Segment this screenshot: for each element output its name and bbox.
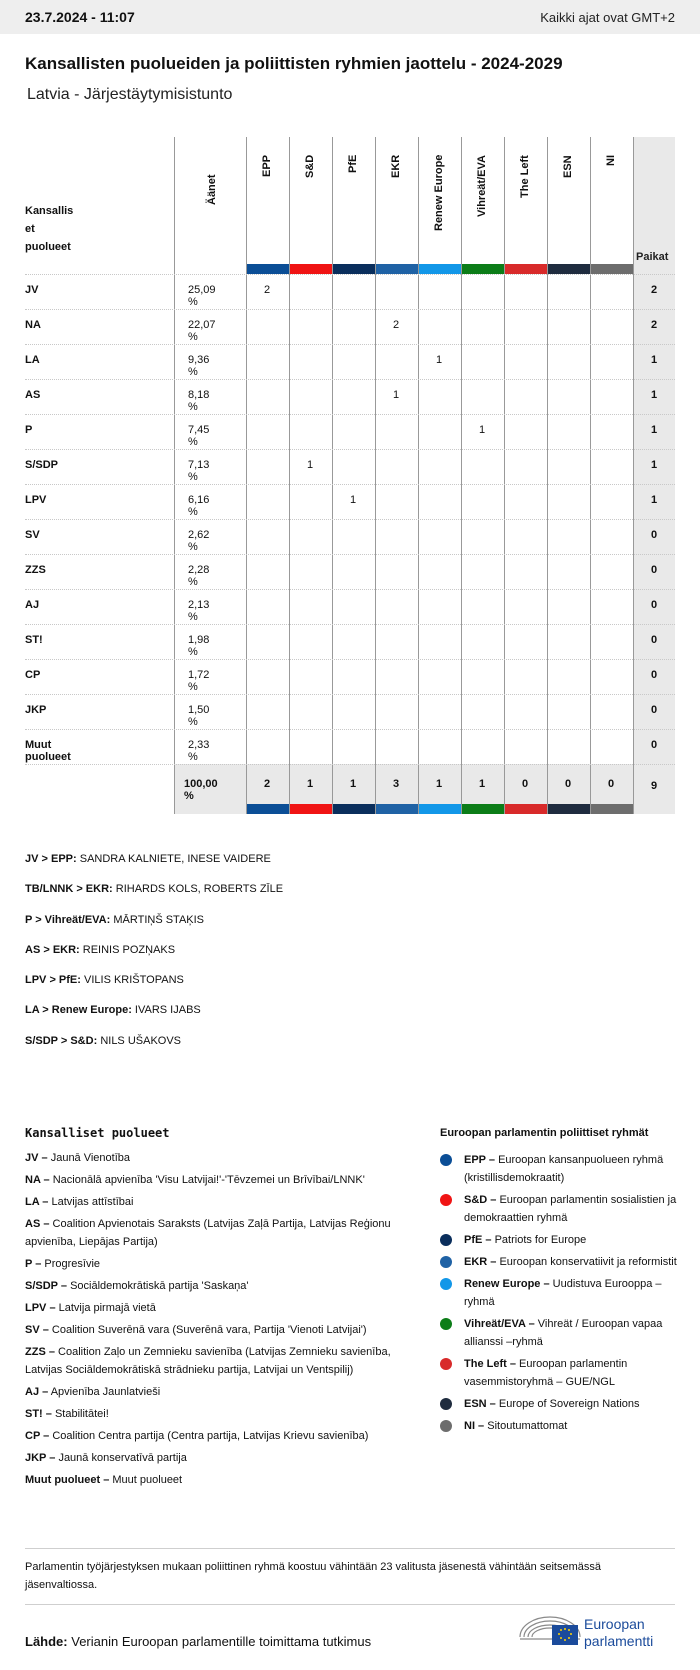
seats-header: Paikat	[636, 251, 669, 263]
party-abbr: SV –	[25, 1324, 49, 1336]
political-group-item	[440, 1395, 680, 1413]
votes-value: 8,18 %	[188, 389, 210, 413]
party-abbr: NA –	[25, 1174, 50, 1186]
national-party-item	[25, 1215, 405, 1251]
page-title: Kansallisten puolueiden ja poliittisten ryhmien jaottelu - 2024-2029	[25, 54, 563, 73]
party-name: Latvijas attīstībai	[51, 1196, 134, 1208]
mep-names: SANDRA KALNIETE, INESE VAIDERE	[79, 853, 271, 865]
votes-value: 1,72 %	[188, 669, 210, 693]
source-text: Verianin Euroopan parlamentille toimittama tutkimus	[71, 1634, 372, 1649]
party-abbr: S/SDP –	[25, 1280, 67, 1292]
votes-value: 2,28 %	[188, 564, 210, 588]
party-abbr: ZZS –	[25, 1346, 55, 1358]
national-party-item	[25, 1343, 405, 1379]
column-divider	[504, 137, 505, 814]
row-divider	[25, 589, 675, 590]
mep-group-label: P > Vihreät/EVA:	[25, 913, 111, 926]
party-abbr: LPV	[25, 494, 47, 506]
seats-total: 2	[651, 319, 658, 331]
seats-total: 0	[651, 529, 658, 541]
group-color-swatch	[505, 264, 547, 274]
group-name: Euroopan parlamentin vasemmistoryhmä – GUE/NGL	[464, 1358, 628, 1388]
national-party-item	[25, 1193, 405, 1211]
column-divider	[332, 137, 333, 814]
group-abbr: The Left –	[464, 1358, 516, 1370]
source-line	[25, 1634, 371, 1649]
votes-value: 7,13 %	[188, 459, 210, 483]
votes-value: 2,62 %	[188, 529, 210, 553]
national-party-item	[25, 1255, 405, 1273]
party-header-line: puolueet	[25, 241, 71, 253]
votes-value: 1,98 %	[188, 634, 210, 658]
party-abbr: CP –	[25, 1430, 50, 1442]
group-text	[464, 1355, 680, 1391]
group-color-dot	[440, 1278, 452, 1290]
political-group-item	[440, 1253, 680, 1271]
mep-names: IVARS IJABS	[134, 1004, 201, 1017]
group-abbr: EKR –	[464, 1256, 497, 1268]
group-color-swatch	[419, 804, 461, 814]
party-name: Progresīvie	[44, 1258, 101, 1270]
party-abbr: P	[25, 424, 33, 436]
party-name: Coalition Centra partija (Centra partija, Latvijas Krievu savienība)	[52, 1430, 369, 1442]
national-party-item	[25, 1277, 405, 1295]
group-text	[464, 1275, 680, 1311]
column-divider	[375, 137, 376, 814]
party-abbr: CP	[25, 669, 41, 681]
seats-total: 0	[651, 599, 658, 611]
party-abbr: AS	[25, 389, 41, 401]
parliament-building-icon	[520, 1617, 580, 1645]
seats-total: 1	[651, 354, 658, 366]
national-party-item	[25, 1405, 405, 1423]
logo-line-1: Euroopan	[584, 1616, 645, 1632]
group-abbr: PfE –	[464, 1234, 492, 1246]
mep-names: MĀRTIŅŠ STAĶIS	[113, 913, 205, 926]
column-divider	[547, 137, 548, 814]
row-divider	[25, 764, 675, 765]
mep-entry	[25, 974, 283, 1004]
political-group-item	[440, 1355, 680, 1391]
row-divider	[25, 344, 675, 345]
group-header-epp: EPP	[261, 154, 273, 177]
row-divider	[25, 274, 675, 275]
group-color-swatch	[333, 804, 375, 814]
seat-count: 1	[479, 424, 486, 436]
timestamp: 23.7.2024 - 11:07	[25, 9, 135, 25]
national-party-item	[25, 1449, 405, 1467]
seats-total: 0	[651, 669, 658, 681]
party-name: Coalition Apvienotais Saraksts (Latvijas Zaļā Partija, Latvijas Reģionu apvienība, Liepājas Partija)	[25, 1218, 391, 1248]
national-party-item	[25, 1321, 405, 1339]
party-abbr: AJ	[25, 599, 40, 611]
group-color-swatch	[462, 804, 504, 814]
row-divider	[25, 659, 675, 660]
top-bar	[0, 0, 700, 34]
mep-entry	[25, 883, 283, 913]
group-total: 3	[393, 778, 400, 790]
seat-count: 1	[307, 459, 314, 471]
row-divider	[25, 729, 675, 730]
party-abbr: SV	[25, 529, 40, 541]
column-divider	[174, 137, 175, 814]
group-color-swatch	[247, 264, 289, 274]
group-total: 0	[608, 778, 615, 790]
group-header-pfe: PfE	[347, 154, 359, 173]
seats-total: 1	[651, 459, 658, 471]
seats-grand-total: 9	[651, 780, 658, 792]
row-divider	[25, 414, 675, 415]
group-color-dot	[440, 1234, 452, 1246]
national-parties-legend	[25, 1124, 405, 1493]
group-total: 2	[264, 778, 271, 790]
group-text	[464, 1417, 567, 1435]
group-color-swatch	[505, 804, 547, 814]
group-color-dot	[440, 1398, 452, 1410]
group-name: Europe of Sovereign Nations	[498, 1398, 640, 1410]
party-abbr: ZZS	[25, 564, 46, 576]
party-header-line: Kansallis	[25, 205, 74, 217]
group-total: 0	[565, 778, 572, 790]
party-abbr: S/SDP	[25, 459, 59, 471]
party-abbr: JKP	[25, 704, 47, 716]
mep-entry	[25, 944, 283, 974]
mep-group-label: AS > EKR:	[25, 943, 80, 956]
group-color-swatch	[462, 264, 504, 274]
party-abbr: AJ –	[25, 1386, 49, 1398]
party-name: Apvienība Jaunlatvieši	[50, 1386, 161, 1398]
seats-total: 1	[651, 494, 658, 506]
party-abbr: ST! –	[25, 1408, 52, 1420]
mep-entry	[25, 1035, 283, 1065]
national-parties-title: Kansalliset puolueet	[25, 1126, 170, 1140]
votes-header: Äänet	[206, 174, 218, 205]
votes-value: 22,07 %	[188, 319, 216, 343]
row-divider	[25, 309, 675, 310]
mep-names: RIHARDS KOLS, ROBERTS ZĪLE	[115, 883, 284, 896]
group-text	[464, 1395, 640, 1413]
national-party-item	[25, 1427, 405, 1445]
group-name: Sitoutumattomat	[487, 1420, 568, 1432]
mep-entry	[25, 914, 283, 944]
mep-names: NILS UŠAKOVS	[100, 1034, 182, 1047]
political-group-item	[440, 1417, 680, 1435]
group-color-swatch	[376, 804, 418, 814]
votes-value: 25,09 %	[188, 284, 216, 308]
group-header-esn: ESN	[562, 155, 574, 178]
national-party-item	[25, 1171, 405, 1189]
political-group-item	[440, 1315, 680, 1351]
row-divider	[25, 379, 675, 380]
seats-total: 0	[651, 564, 658, 576]
group-color-dot	[440, 1420, 452, 1432]
group-color-swatch	[591, 264, 633, 274]
group-abbr: Vihreät/EVA –	[464, 1318, 535, 1330]
votes-value: 6,16 %	[188, 494, 210, 518]
page-subtitle: Latvia - Järjestäytymisistunto	[27, 86, 233, 103]
group-name: Euroopan kansanpuolueen ryhmä (kristillisdemokraatit)	[464, 1154, 664, 1184]
mep-names: VILIS KRIŠTOPANS	[84, 974, 184, 987]
group-header-sd: S&D	[304, 154, 316, 178]
national-party-item	[25, 1471, 405, 1489]
votes-value: 7,45 %	[188, 424, 210, 448]
column-divider	[461, 137, 462, 814]
votes-total: 100,00 %	[184, 778, 218, 802]
group-color-dot	[440, 1256, 452, 1268]
party-name: Coalition Zaļo un Zemnieku savienība (Latvijas Zemnieku savienība, Latvijas Sociāldemokrātiskā strādnieku partija, Latvijai un Ventspilij)	[25, 1346, 391, 1376]
party-abbr: Muut puolueet –	[25, 1474, 110, 1486]
mep-group-label: TB/LNNK > EKR:	[25, 883, 113, 896]
mep-group-label: S/SDP > S&D:	[25, 1034, 98, 1047]
column-divider	[246, 137, 247, 814]
row-divider	[25, 554, 675, 555]
source-label: Lähde:	[25, 1634, 68, 1649]
votes-value: 1,50 %	[188, 704, 210, 728]
group-abbr: Renew Europe –	[464, 1278, 550, 1290]
political-group-item	[440, 1191, 680, 1227]
mep-list	[25, 853, 283, 1065]
column-divider	[590, 137, 591, 814]
seats-total: 1	[651, 424, 658, 436]
seat-count: 2	[393, 319, 400, 331]
row-divider	[25, 624, 675, 625]
group-color-swatch	[333, 264, 375, 274]
political-group-item	[440, 1275, 680, 1311]
votes-value: 9,36 %	[188, 354, 210, 378]
party-abbr: AS –	[25, 1218, 50, 1230]
seats-total: 0	[651, 739, 658, 751]
logo-line-2: parlamentti	[584, 1633, 654, 1649]
seat-count: 1	[393, 389, 400, 401]
votes-value: 2,33 %	[188, 739, 210, 763]
political-groups-legend	[440, 1124, 680, 1439]
column-divider	[289, 137, 290, 814]
column-divider	[633, 137, 634, 814]
party-abbr: LPV –	[25, 1302, 56, 1314]
mep-entry	[25, 853, 283, 883]
group-color-swatch	[376, 264, 418, 274]
group-text	[464, 1191, 680, 1227]
group-color-dot	[440, 1154, 452, 1166]
group-color-swatch	[247, 804, 289, 814]
group-total: 1	[436, 778, 443, 790]
party-name: Coalition Suverēnā vara (Suverēnā vara, Partija 'Vienoti Latvijai')	[51, 1324, 367, 1336]
group-color-swatch	[419, 264, 461, 274]
national-party-item	[25, 1149, 405, 1167]
row-divider	[25, 519, 675, 520]
row-divider	[25, 449, 675, 450]
party-name: Latvija pirmajā vietā	[58, 1302, 156, 1314]
national-party-item	[25, 1383, 405, 1401]
group-text	[464, 1231, 586, 1249]
seat-count: 1	[350, 494, 357, 506]
seats-total: 0	[651, 704, 658, 716]
group-abbr: S&D –	[464, 1194, 497, 1206]
political-group-item	[440, 1151, 680, 1187]
party-name: Jaunā konservatīvā partija	[58, 1452, 187, 1464]
party-abbr: LA	[25, 354, 40, 366]
group-abbr: ESN –	[464, 1398, 496, 1410]
group-name: Vihreät / Euroopan vapaa allianssi –ryhmä	[464, 1318, 663, 1348]
party-name: Stabilitātei!	[54, 1408, 109, 1420]
party-name: Nacionālā apvienība 'Visu Latvijai!'-'Tēvzemei un Brīvībai/LNNK'	[52, 1174, 365, 1186]
mep-group-label: LPV > PfE:	[25, 974, 81, 987]
group-color-swatch	[548, 264, 590, 274]
group-header-ni: NI	[605, 155, 617, 166]
group-name: Patriots for Europe	[494, 1234, 587, 1246]
group-total: 1	[479, 778, 486, 790]
seat-count: 1	[436, 354, 443, 366]
group-header-reneweurope: Renew Europe	[433, 154, 445, 231]
group-abbr: NI –	[464, 1420, 485, 1432]
mep-group-label: LA > Renew Europe:	[25, 1004, 132, 1017]
mep-group-label: JV > EPP:	[25, 853, 77, 865]
group-color-swatch	[591, 804, 633, 814]
party-abbr: LA –	[25, 1196, 49, 1208]
row-divider	[25, 484, 675, 485]
party-name: Muut puolueet	[112, 1474, 183, 1486]
group-header-ekr: EKR	[390, 154, 402, 178]
party-abbr: ST!	[25, 634, 43, 646]
group-text	[464, 1151, 680, 1187]
seats-total: 2	[651, 284, 658, 296]
row-divider	[25, 694, 675, 695]
seats-total: 1	[651, 389, 658, 401]
party-name: Jaunā Vienotība	[50, 1152, 131, 1164]
votes-value: 2,13 %	[188, 599, 210, 623]
seat-count: 2	[264, 284, 271, 296]
party-abbr: Muut puolueet	[25, 739, 71, 763]
footnote: Parlamentin työjärjestyksen mukaan poliittinen ryhmä koostuu vähintään 23 valitusta jäsenestä vähintään seitsemässä jäsenvaltiossa.	[25, 1548, 675, 1605]
group-total: 0	[522, 778, 529, 790]
group-name: Euroopan parlamentin sosialistien ja demokraattien ryhmä	[464, 1194, 677, 1224]
political-group-item	[440, 1231, 680, 1249]
party-abbr: NA	[25, 319, 41, 331]
group-total: 1	[350, 778, 357, 790]
group-header-vihreteva: Vihreät/EVA	[476, 155, 488, 217]
group-color-swatch	[290, 264, 332, 274]
group-abbr: EPP –	[464, 1154, 495, 1166]
group-color-dot	[440, 1318, 452, 1330]
party-header-line: et	[25, 223, 35, 235]
political-groups-title: Euroopan parlamentin poliittiset ryhmät	[440, 1127, 649, 1139]
seats-total: 0	[651, 634, 658, 646]
european-parliament-logo	[518, 1611, 678, 1651]
party-abbr: P –	[25, 1258, 42, 1270]
group-text	[464, 1315, 680, 1351]
group-name: Uudistuva Eurooppa –ryhmä	[464, 1278, 662, 1308]
group-header-theleft: The Left	[519, 155, 531, 198]
party-abbr: JKP –	[25, 1452, 56, 1464]
national-party-item	[25, 1299, 405, 1317]
mep-entry	[25, 1004, 283, 1034]
group-color-dot	[440, 1194, 452, 1206]
party-abbr: JV –	[25, 1152, 48, 1164]
group-color-swatch	[290, 804, 332, 814]
timezone-note: Kaikki ajat ovat GMT+2	[540, 9, 675, 25]
column-divider	[418, 137, 419, 814]
party-abbr: JV	[25, 284, 39, 296]
group-color-swatch	[548, 804, 590, 814]
mep-names: REINIS POZŅAKS	[82, 943, 176, 956]
group-total: 1	[307, 778, 314, 790]
group-name: Euroopan konservatiivit ja reformistit	[499, 1256, 677, 1268]
party-name: Sociāldemokrātiskā partija 'Saskaņa'	[70, 1280, 249, 1292]
group-text	[464, 1253, 677, 1271]
group-color-dot	[440, 1358, 452, 1370]
